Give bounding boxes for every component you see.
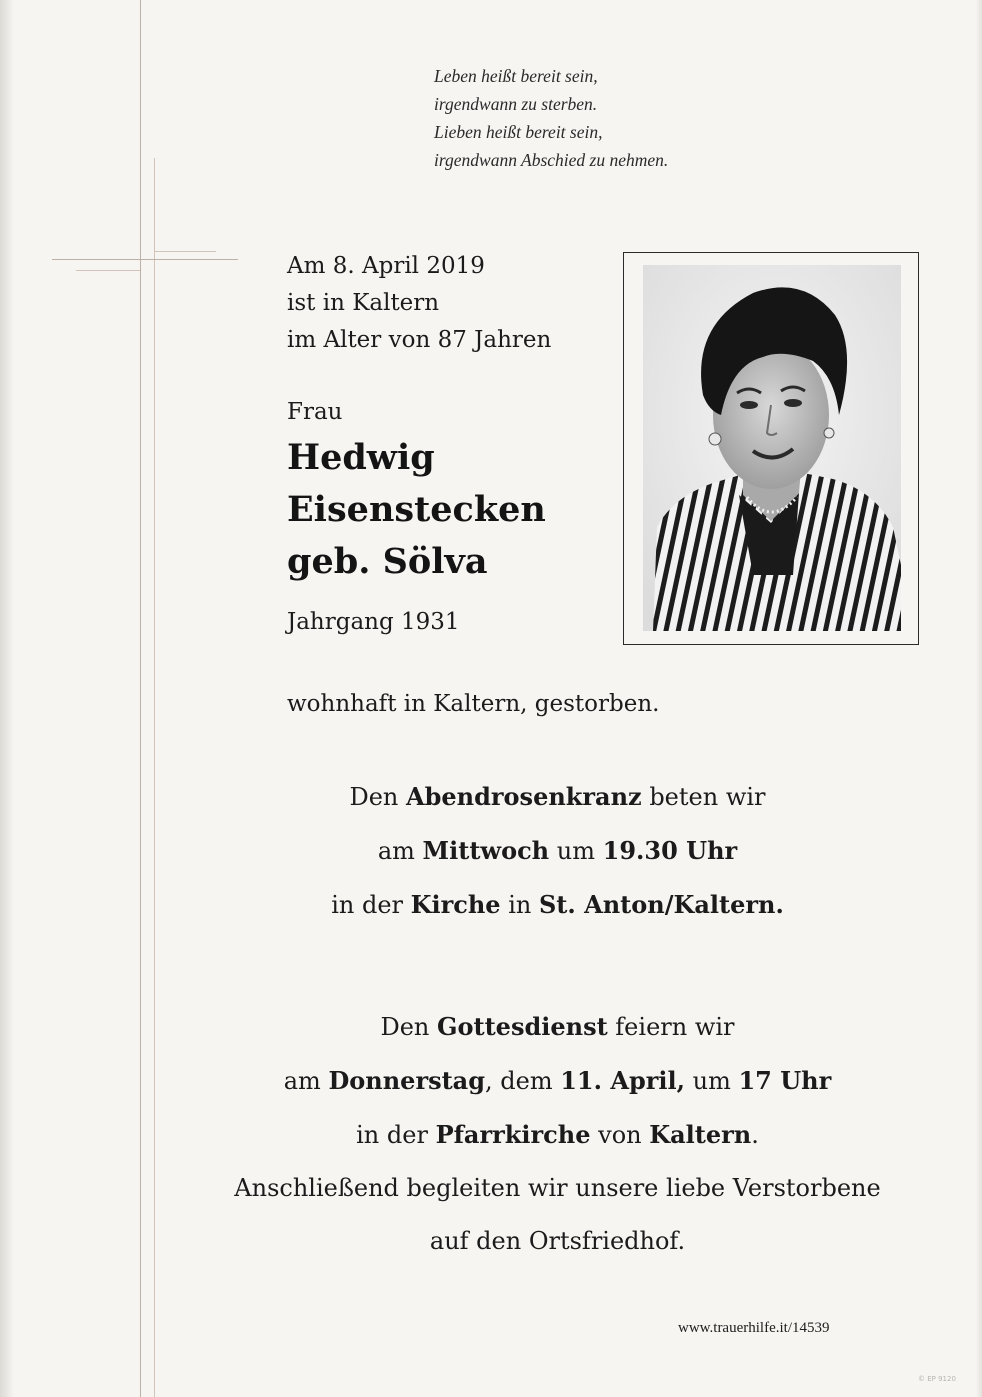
print-code: © EP 9120 xyxy=(918,1375,956,1383)
website-link[interactable]: www.trauerhilfe.it/14539 xyxy=(678,1320,830,1336)
rosary-time: 19.30 Uhr xyxy=(602,836,738,865)
intro-line: im Alter von 87 Jahren xyxy=(287,327,552,353)
service-time: 17 Uhr xyxy=(738,1066,832,1095)
paper-edge-left xyxy=(0,0,14,1397)
cross-horizontal-line-tertiary xyxy=(154,251,216,252)
cross-vertical-line-secondary xyxy=(154,158,155,1397)
rosary-location: St. Anton/Kaltern. xyxy=(538,890,784,919)
maiden-name: geb. Sölva xyxy=(287,541,488,582)
cross-horizontal-line xyxy=(52,259,238,260)
service-location: Kaltern xyxy=(649,1120,752,1149)
intro-line: ist in Kaltern xyxy=(287,290,440,316)
cross-horizontal-line-secondary xyxy=(76,270,140,271)
text-fragment: in xyxy=(500,891,539,919)
memorial-poem xyxy=(434,62,668,174)
text-fragment: beten wir xyxy=(641,783,766,811)
portrait-frame xyxy=(623,252,919,645)
funeral-service-announcement xyxy=(160,1000,955,1268)
service-line xyxy=(160,1108,955,1162)
service-line xyxy=(160,1000,955,1054)
rosary-line xyxy=(160,878,955,932)
text-fragment: von xyxy=(590,1121,650,1149)
service-event-name: Gottesdienst xyxy=(437,1012,608,1041)
text-fragment: feiern wir xyxy=(607,1013,735,1041)
text-fragment: um xyxy=(684,1067,739,1095)
deceased-name xyxy=(287,432,546,588)
death-announcement-intro xyxy=(287,248,551,359)
service-date: 11. April, xyxy=(560,1066,685,1095)
intro-line: Am 8. April 2019 xyxy=(287,253,485,279)
text-fragment: , dem xyxy=(485,1067,561,1095)
first-name: Hedwig xyxy=(287,437,435,478)
rosary-venue: Kirche xyxy=(410,890,501,919)
cross-vertical-line xyxy=(140,0,141,1397)
rosary-event-name: Abendrosenkranz xyxy=(406,782,642,811)
text-fragment: . xyxy=(751,1121,759,1149)
paper-edge-right xyxy=(976,0,982,1397)
text-fragment: Den xyxy=(349,783,406,811)
rosary-line xyxy=(160,770,955,824)
service-day: Donnerstag xyxy=(328,1066,486,1095)
poem-line: Lieben heißt bereit sein, xyxy=(434,122,603,142)
honorific: Frau xyxy=(287,399,343,425)
portrait-photo xyxy=(643,265,901,631)
rosary-line xyxy=(160,824,955,878)
service-venue: Pfarrkirche xyxy=(435,1120,591,1149)
rosary-announcement xyxy=(160,770,955,932)
poem-line: irgendwann zu sterben. xyxy=(434,94,598,114)
portrait-illustration xyxy=(643,265,901,631)
text-fragment: in der xyxy=(356,1121,436,1149)
text-fragment: am xyxy=(377,837,423,865)
poem-line: irgendwann Abschied zu nehmen. xyxy=(434,150,669,170)
residence-line: wohnhaft in Kaltern, gestorben. xyxy=(287,691,660,717)
last-name: Eisenstecken xyxy=(287,489,546,530)
text-fragment: in der xyxy=(331,891,411,919)
rosary-day: Mittwoch xyxy=(422,836,550,865)
service-line: auf den Ortsfriedhof. xyxy=(429,1227,686,1255)
service-line xyxy=(160,1054,955,1108)
service-line: Anschließend begleiten wir unsere liebe Verstorbene xyxy=(234,1174,881,1202)
text-fragment: um xyxy=(549,837,603,865)
birth-year: Jahrgang 1931 xyxy=(287,609,460,635)
text-fragment: Den xyxy=(380,1013,437,1041)
poem-line: Leben heißt bereit sein, xyxy=(434,66,598,86)
text-fragment: am xyxy=(283,1067,329,1095)
